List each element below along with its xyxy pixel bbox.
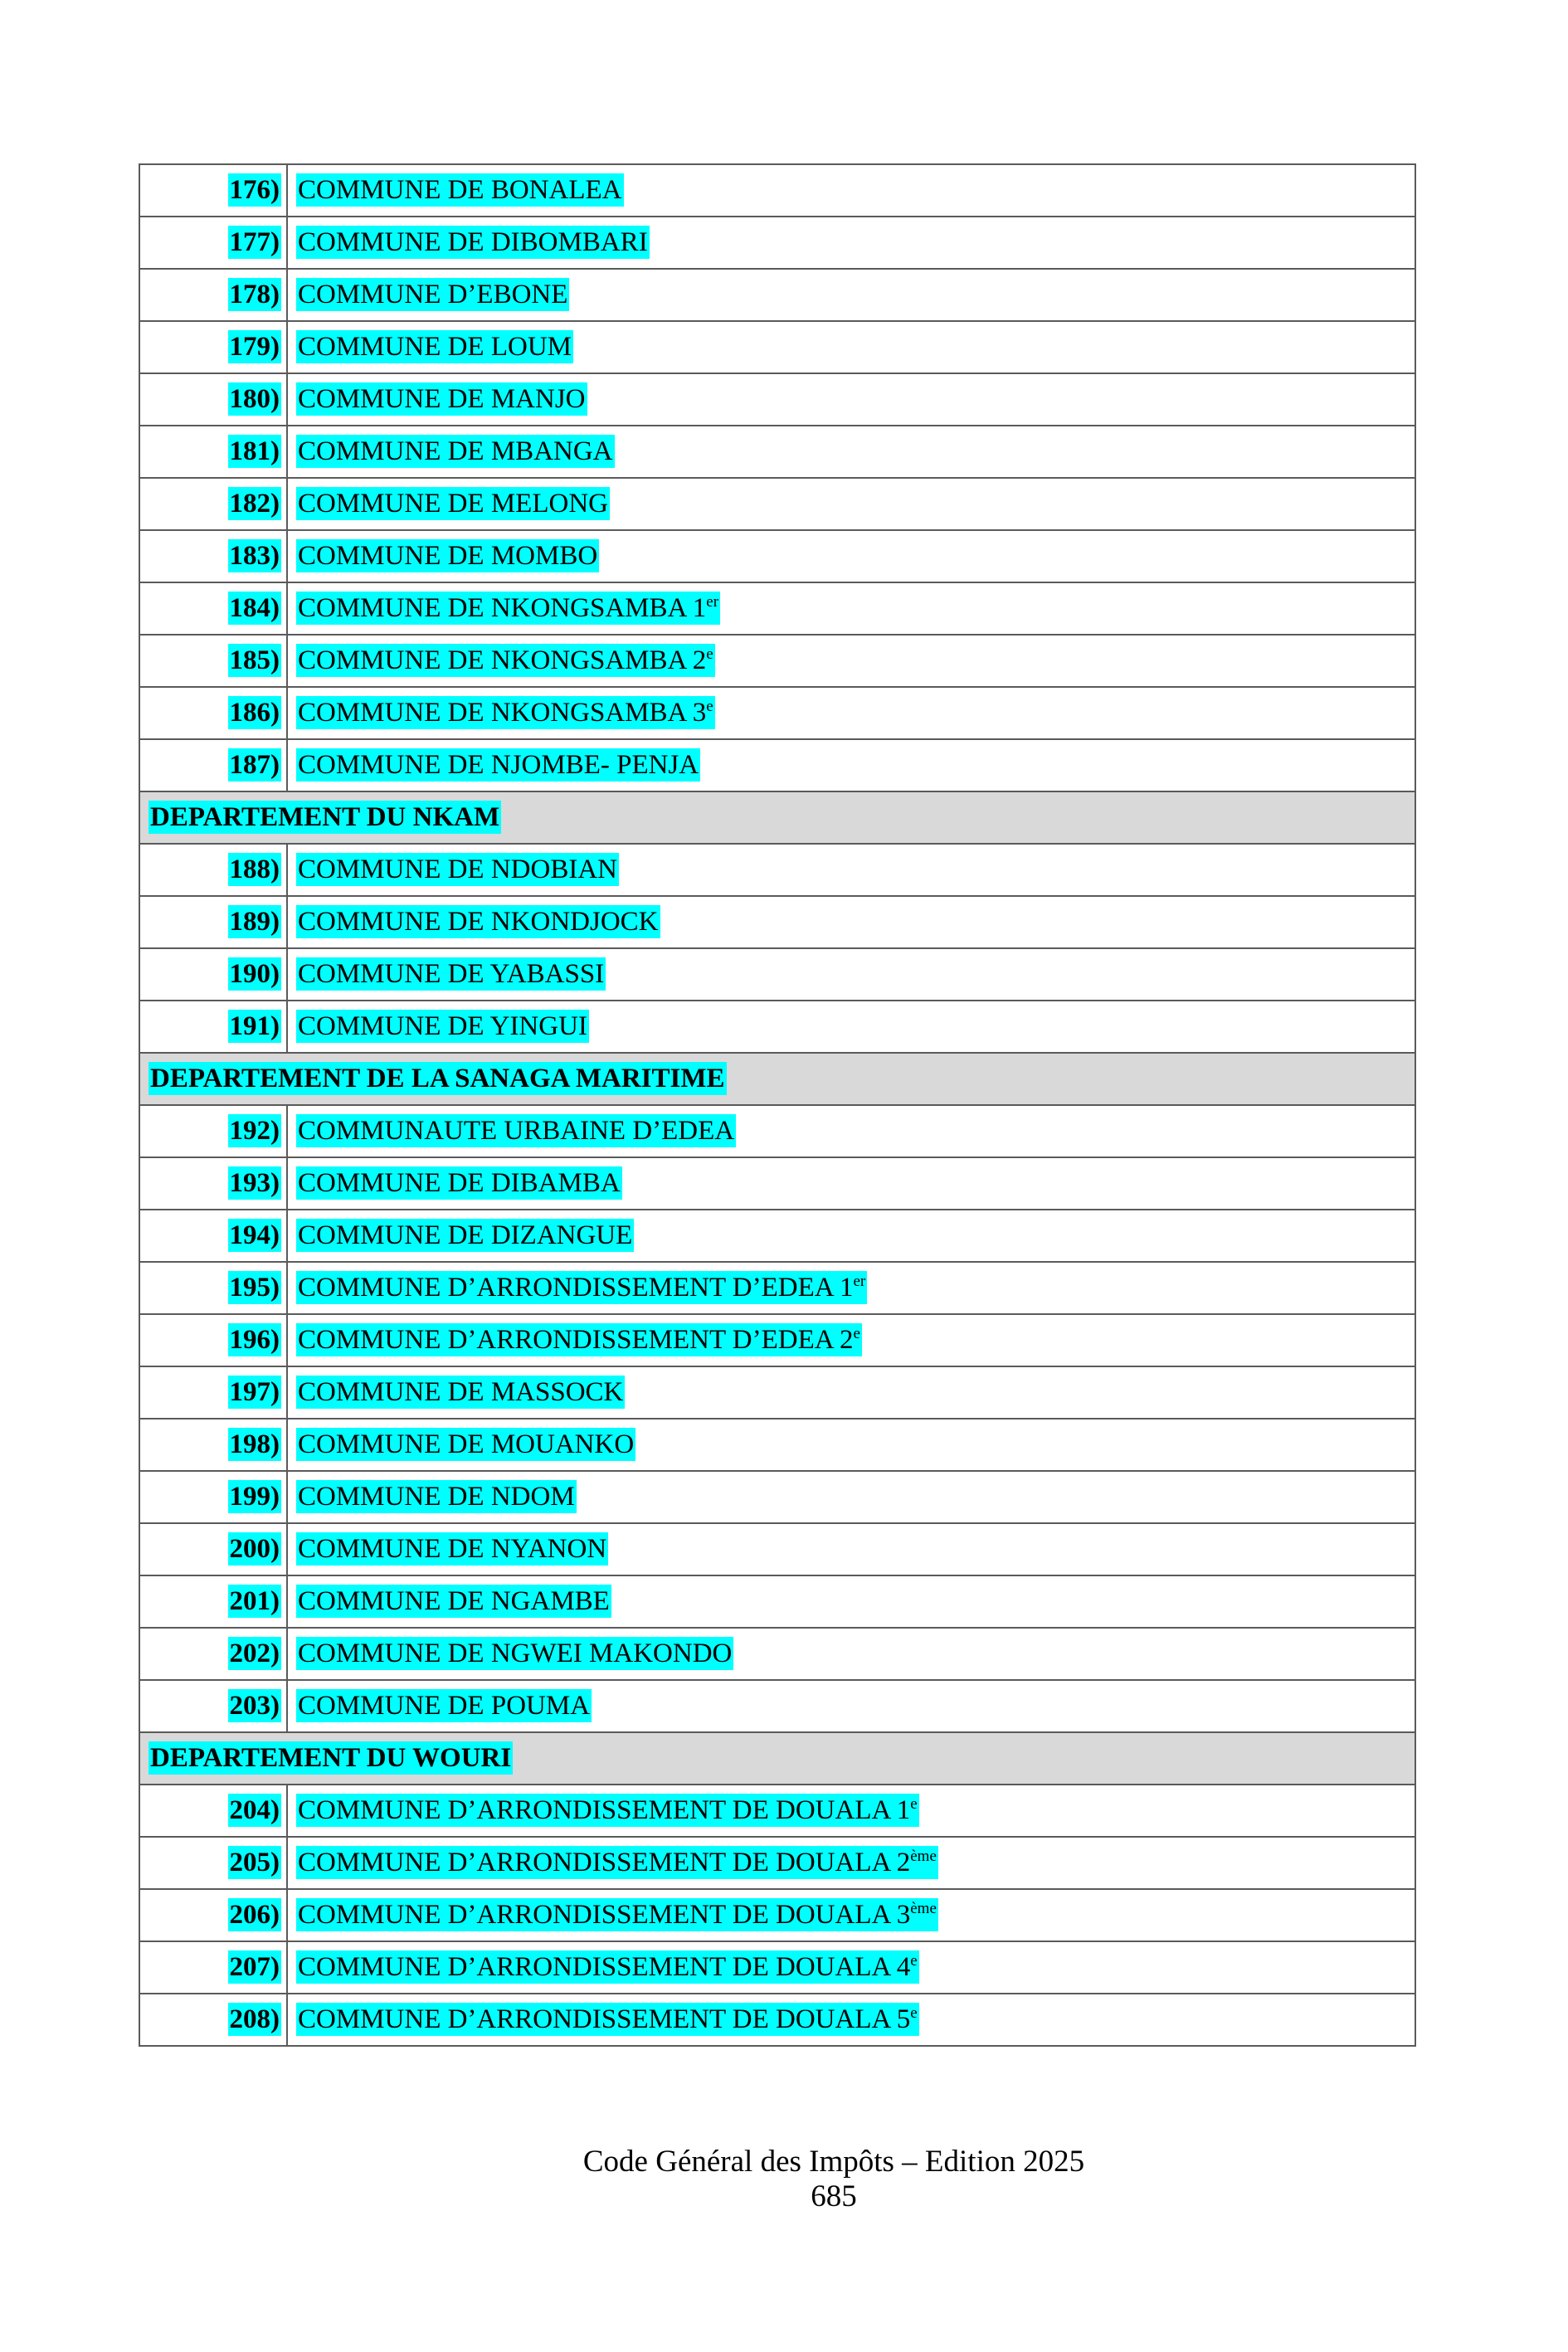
table-row [139, 1262, 1415, 1314]
commune-name [296, 1480, 577, 1513]
commune-name-text: COMMUNE D’ARRONDISSEMENT DE DOUALA 5 [298, 2004, 911, 2034]
commune-name-text: COMMUNE D’ARRONDISSEMENT DE DOUALA 2 [298, 1848, 911, 1877]
commune-name-cell [287, 1210, 1415, 1262]
commune-name-cell [287, 1680, 1415, 1732]
commune-name-text: COMMUNE DE YINGUI [298, 1011, 587, 1041]
row-number: 207) [229, 1952, 280, 1982]
row-number-cell [139, 1105, 287, 1157]
row-number-cell [139, 1471, 287, 1523]
commune-name [296, 748, 700, 782]
department-name: DEPARTEMENT DU WOURI [150, 1743, 512, 1773]
row-number: 182) [229, 489, 280, 519]
commune-name-cell [287, 635, 1415, 687]
row-number: 191) [229, 1011, 280, 1041]
page-number: 685 [811, 2179, 857, 2213]
commune-name-cell [287, 1575, 1415, 1628]
commune-name-text: COMMUNE DE NDOM [298, 1482, 575, 1512]
table-row [139, 478, 1415, 530]
commune-name-cell [287, 426, 1415, 478]
commune-name-cell [287, 739, 1415, 791]
commune-name [296, 592, 720, 625]
commune-name [296, 1219, 634, 1252]
row-number-cell [139, 373, 287, 426]
commune-name [296, 1114, 736, 1147]
table-row [139, 1680, 1415, 1732]
commune-name-text: COMMUNE DE MASSOCK [298, 1377, 624, 1407]
ordinal-suffix: e [706, 698, 713, 715]
table-row [139, 1994, 1415, 2046]
ordinal-suffix: e [853, 1325, 860, 1342]
table-row [139, 1523, 1415, 1575]
department-header [139, 1732, 1415, 1785]
ordinal-suffix: e [910, 1952, 918, 1970]
row-number: 186) [229, 698, 280, 728]
commune-name-text: COMMUNE DE NJOMBE- PENJA [298, 750, 699, 780]
table-row [139, 1314, 1415, 1366]
commune-name [296, 1950, 919, 1984]
communes-table [139, 163, 1416, 2047]
commune-name-cell [287, 1994, 1415, 2046]
commune-name [296, 278, 569, 311]
commune-name-text: COMMUNE DE NDOBIAN [298, 855, 617, 884]
table-row [139, 1419, 1415, 1471]
commune-name-text: COMMUNE DE NGAMBE [298, 1586, 610, 1616]
department-name: DEPARTEMENT DU NKAM [150, 802, 500, 832]
commune-name [296, 382, 587, 416]
commune-name-text: COMMUNE DE MOMBO [298, 541, 598, 571]
row-number-cell [139, 1001, 287, 1053]
row-number-cell [139, 1994, 287, 2046]
row-number-cell [139, 948, 287, 1001]
row-number-cell [139, 1314, 287, 1366]
commune-name-cell [287, 1523, 1415, 1575]
row-number-cell [139, 582, 287, 635]
table-row [139, 321, 1415, 373]
row-number-cell [139, 1575, 287, 1628]
commune-name-cell [287, 1157, 1415, 1210]
commune-name-cell [287, 948, 1415, 1001]
row-number-cell [139, 1523, 287, 1575]
row-number: 197) [229, 1377, 280, 1407]
row-number: 208) [229, 2004, 280, 2034]
row-number-cell [139, 321, 287, 373]
ordinal-suffix: e [910, 1795, 918, 1813]
department-header [139, 791, 1415, 844]
row-number: 204) [229, 1795, 280, 1825]
commune-name-text: COMMUNE DE MANJO [298, 384, 586, 414]
commune-name-cell [287, 1785, 1415, 1837]
commune-name [296, 853, 619, 886]
row-number: 188) [229, 855, 280, 884]
commune-name-cell [287, 1628, 1415, 1680]
table-row [139, 1889, 1415, 1941]
table-row [139, 1471, 1415, 1523]
row-number: 199) [229, 1482, 280, 1512]
commune-name-cell [287, 1366, 1415, 1419]
commune-name-text: COMMUNE DE MBANGA [298, 436, 613, 466]
commune-name-text: COMMUNE DE YABASSI [298, 959, 605, 989]
commune-name-text: COMMUNE D’ARRONDISSEMENT D’EDEA 2 [298, 1325, 854, 1355]
table-row [139, 269, 1415, 321]
table-row [139, 635, 1415, 687]
row-number-cell [139, 1366, 287, 1419]
row-number-cell [139, 896, 287, 948]
row-number: 200) [229, 1534, 280, 1564]
commune-name-text: COMMUNE D’ARRONDISSEMENT D’EDEA 1 [298, 1273, 854, 1303]
commune-name-cell [287, 1262, 1415, 1314]
commune-name [296, 487, 610, 520]
row-number: 190) [229, 959, 280, 989]
commune-name-cell [287, 1001, 1415, 1053]
row-number: 201) [229, 1586, 280, 1616]
commune-name-cell [287, 1314, 1415, 1366]
table-row [139, 373, 1415, 426]
row-number-cell [139, 1210, 287, 1262]
row-number: 206) [229, 1900, 280, 1930]
table-row [139, 1941, 1415, 1994]
row-number: 192) [229, 1116, 280, 1146]
commune-name [296, 173, 624, 207]
department-header-row [139, 791, 1415, 844]
ordinal-suffix: ème [910, 1848, 937, 1865]
table-row [139, 1105, 1415, 1157]
row-number: 179) [229, 332, 280, 362]
department-header [139, 1053, 1415, 1105]
row-number-cell [139, 1419, 287, 1471]
department-name: DEPARTEMENT DE LA SANAGA MARITIME [150, 1064, 725, 1093]
row-number-cell [139, 1785, 287, 1837]
ordinal-suffix: e [910, 2004, 918, 2022]
row-number: 189) [229, 907, 280, 937]
commune-name-text: COMMUNAUTE URBAINE D’EDEA [298, 1116, 735, 1146]
row-number-cell [139, 1157, 287, 1210]
row-number: 178) [229, 280, 280, 309]
table-row [139, 844, 1415, 896]
commune-name-text: COMMUNE DE NKONGSAMBA 3 [298, 698, 707, 728]
commune-name [296, 435, 615, 468]
commune-name [296, 1376, 625, 1409]
table-row [139, 1628, 1415, 1680]
commune-name-text: COMMUNE DE BONALEA [298, 175, 622, 205]
table-body [139, 164, 1415, 2046]
commune-name [296, 1271, 867, 1304]
commune-name-text: COMMUNE DE DIBOMBARI [298, 227, 648, 257]
commune-name [296, 1898, 938, 1931]
row-number: 180) [229, 384, 280, 414]
row-number: 202) [229, 1639, 280, 1668]
row-number-cell [139, 530, 287, 582]
table-row [139, 687, 1415, 739]
row-number-cell [139, 1680, 287, 1732]
commune-name-text: COMMUNE DE MOUANKO [298, 1429, 635, 1459]
table-row [139, 1785, 1415, 1837]
department-header-row [139, 1053, 1415, 1105]
commune-name-cell [287, 582, 1415, 635]
commune-name [296, 644, 715, 677]
row-number-cell [139, 164, 287, 217]
commune-name [296, 957, 606, 991]
row-number-cell [139, 844, 287, 896]
commune-name [296, 330, 573, 363]
table-row [139, 582, 1415, 635]
table-row [139, 948, 1415, 1001]
table-row [139, 1157, 1415, 1210]
commune-name-cell [287, 269, 1415, 321]
row-number: 187) [229, 750, 280, 780]
commune-name-cell [287, 1419, 1415, 1471]
commune-name-cell [287, 687, 1415, 739]
commune-name-cell [287, 1889, 1415, 1941]
row-number: 181) [229, 436, 280, 466]
row-number: 203) [229, 1691, 280, 1721]
commune-name-cell [287, 896, 1415, 948]
commune-name [296, 1689, 592, 1722]
row-number-cell [139, 426, 287, 478]
row-number: 205) [229, 1848, 280, 1877]
table-row [139, 164, 1415, 217]
commune-name-text: COMMUNE DE NGWEI MAKONDO [298, 1639, 733, 1668]
commune-name [296, 1585, 611, 1618]
ordinal-suffix: ème [910, 1900, 937, 1917]
row-number: 198) [229, 1429, 280, 1459]
ordinal-suffix: er [706, 593, 719, 611]
row-number-cell [139, 1941, 287, 1994]
row-number-cell [139, 269, 287, 321]
commune-name [296, 2003, 919, 2036]
commune-name [296, 1637, 733, 1670]
table-row [139, 739, 1415, 791]
table-row [139, 1837, 1415, 1889]
commune-name [296, 1323, 862, 1356]
commune-name [296, 905, 660, 938]
row-number-cell [139, 1262, 287, 1314]
table-row [139, 1575, 1415, 1628]
commune-name-text: COMMUNE DE NKONGSAMBA 1 [298, 593, 707, 623]
commune-name-text: COMMUNE DE NYANON [298, 1534, 607, 1564]
commune-name [296, 1532, 608, 1566]
ordinal-suffix: e [706, 645, 713, 663]
commune-name [296, 539, 599, 572]
commune-name-text: COMMUNE DE MELONG [298, 489, 608, 519]
commune-name-cell [287, 844, 1415, 896]
table-row [139, 530, 1415, 582]
commune-name-cell [287, 1941, 1415, 1994]
commune-name-text: COMMUNE DE NKONDJOCK [298, 907, 659, 937]
row-number: 183) [229, 541, 280, 571]
row-number: 194) [229, 1220, 280, 1250]
commune-name-cell [287, 478, 1415, 530]
row-number: 184) [229, 593, 280, 623]
table-row [139, 1210, 1415, 1262]
commune-name-cell [287, 373, 1415, 426]
row-number-cell [139, 1837, 287, 1889]
commune-name-cell [287, 530, 1415, 582]
commune-name-cell [287, 321, 1415, 373]
row-number-cell [139, 1628, 287, 1680]
row-number-cell [139, 739, 287, 791]
commune-name-cell [287, 1105, 1415, 1157]
row-number: 176) [229, 175, 280, 205]
commune-name [296, 226, 650, 259]
table-row [139, 896, 1415, 948]
commune-name [296, 696, 715, 729]
commune-name-text: COMMUNE DE POUMA [298, 1691, 591, 1721]
ordinal-suffix: er [853, 1273, 866, 1290]
commune-name-text: COMMUNE D’ARRONDISSEMENT DE DOUALA 1 [298, 1795, 911, 1825]
row-number: 177) [229, 227, 280, 257]
row-number-cell [139, 217, 287, 269]
commune-name-text: COMMUNE DE DIBAMBA [298, 1168, 621, 1198]
row-number-cell [139, 1889, 287, 1941]
commune-name [296, 1846, 938, 1879]
row-number: 193) [229, 1168, 280, 1198]
commune-name-cell [287, 217, 1415, 269]
commune-name-text: COMMUNE DE DIZANGUE [298, 1220, 633, 1250]
commune-name-text: COMMUNE DE LOUM [298, 332, 572, 362]
table-row [139, 426, 1415, 478]
table-row [139, 1366, 1415, 1419]
commune-name-text: COMMUNE D’ARRONDISSEMENT DE DOUALA 3 [298, 1900, 911, 1930]
row-number: 185) [229, 645, 280, 675]
commune-name [296, 1166, 622, 1200]
commune-name-text: COMMUNE D’EBONE [298, 280, 568, 309]
commune-name [296, 1010, 589, 1043]
commune-name-cell [287, 1471, 1415, 1523]
commune-name-cell [287, 1837, 1415, 1889]
department-header-row [139, 1732, 1415, 1785]
row-number: 196) [229, 1325, 280, 1355]
row-number: 195) [229, 1273, 280, 1303]
commune-name-cell [287, 164, 1415, 217]
table-row [139, 217, 1415, 269]
row-number-cell [139, 687, 287, 739]
table-row [139, 1001, 1415, 1053]
commune-name [296, 1794, 919, 1827]
commune-name [296, 1428, 635, 1461]
row-number-cell [139, 635, 287, 687]
footer-title: Code Général des Impôts – Edition 2025 [582, 2145, 1085, 2179]
commune-name-text: COMMUNE DE NKONGSAMBA 2 [298, 645, 707, 675]
page-footer [0, 2145, 1568, 2214]
commune-name-text: COMMUNE D’ARRONDISSEMENT DE DOUALA 4 [298, 1952, 911, 1982]
row-number-cell [139, 478, 287, 530]
